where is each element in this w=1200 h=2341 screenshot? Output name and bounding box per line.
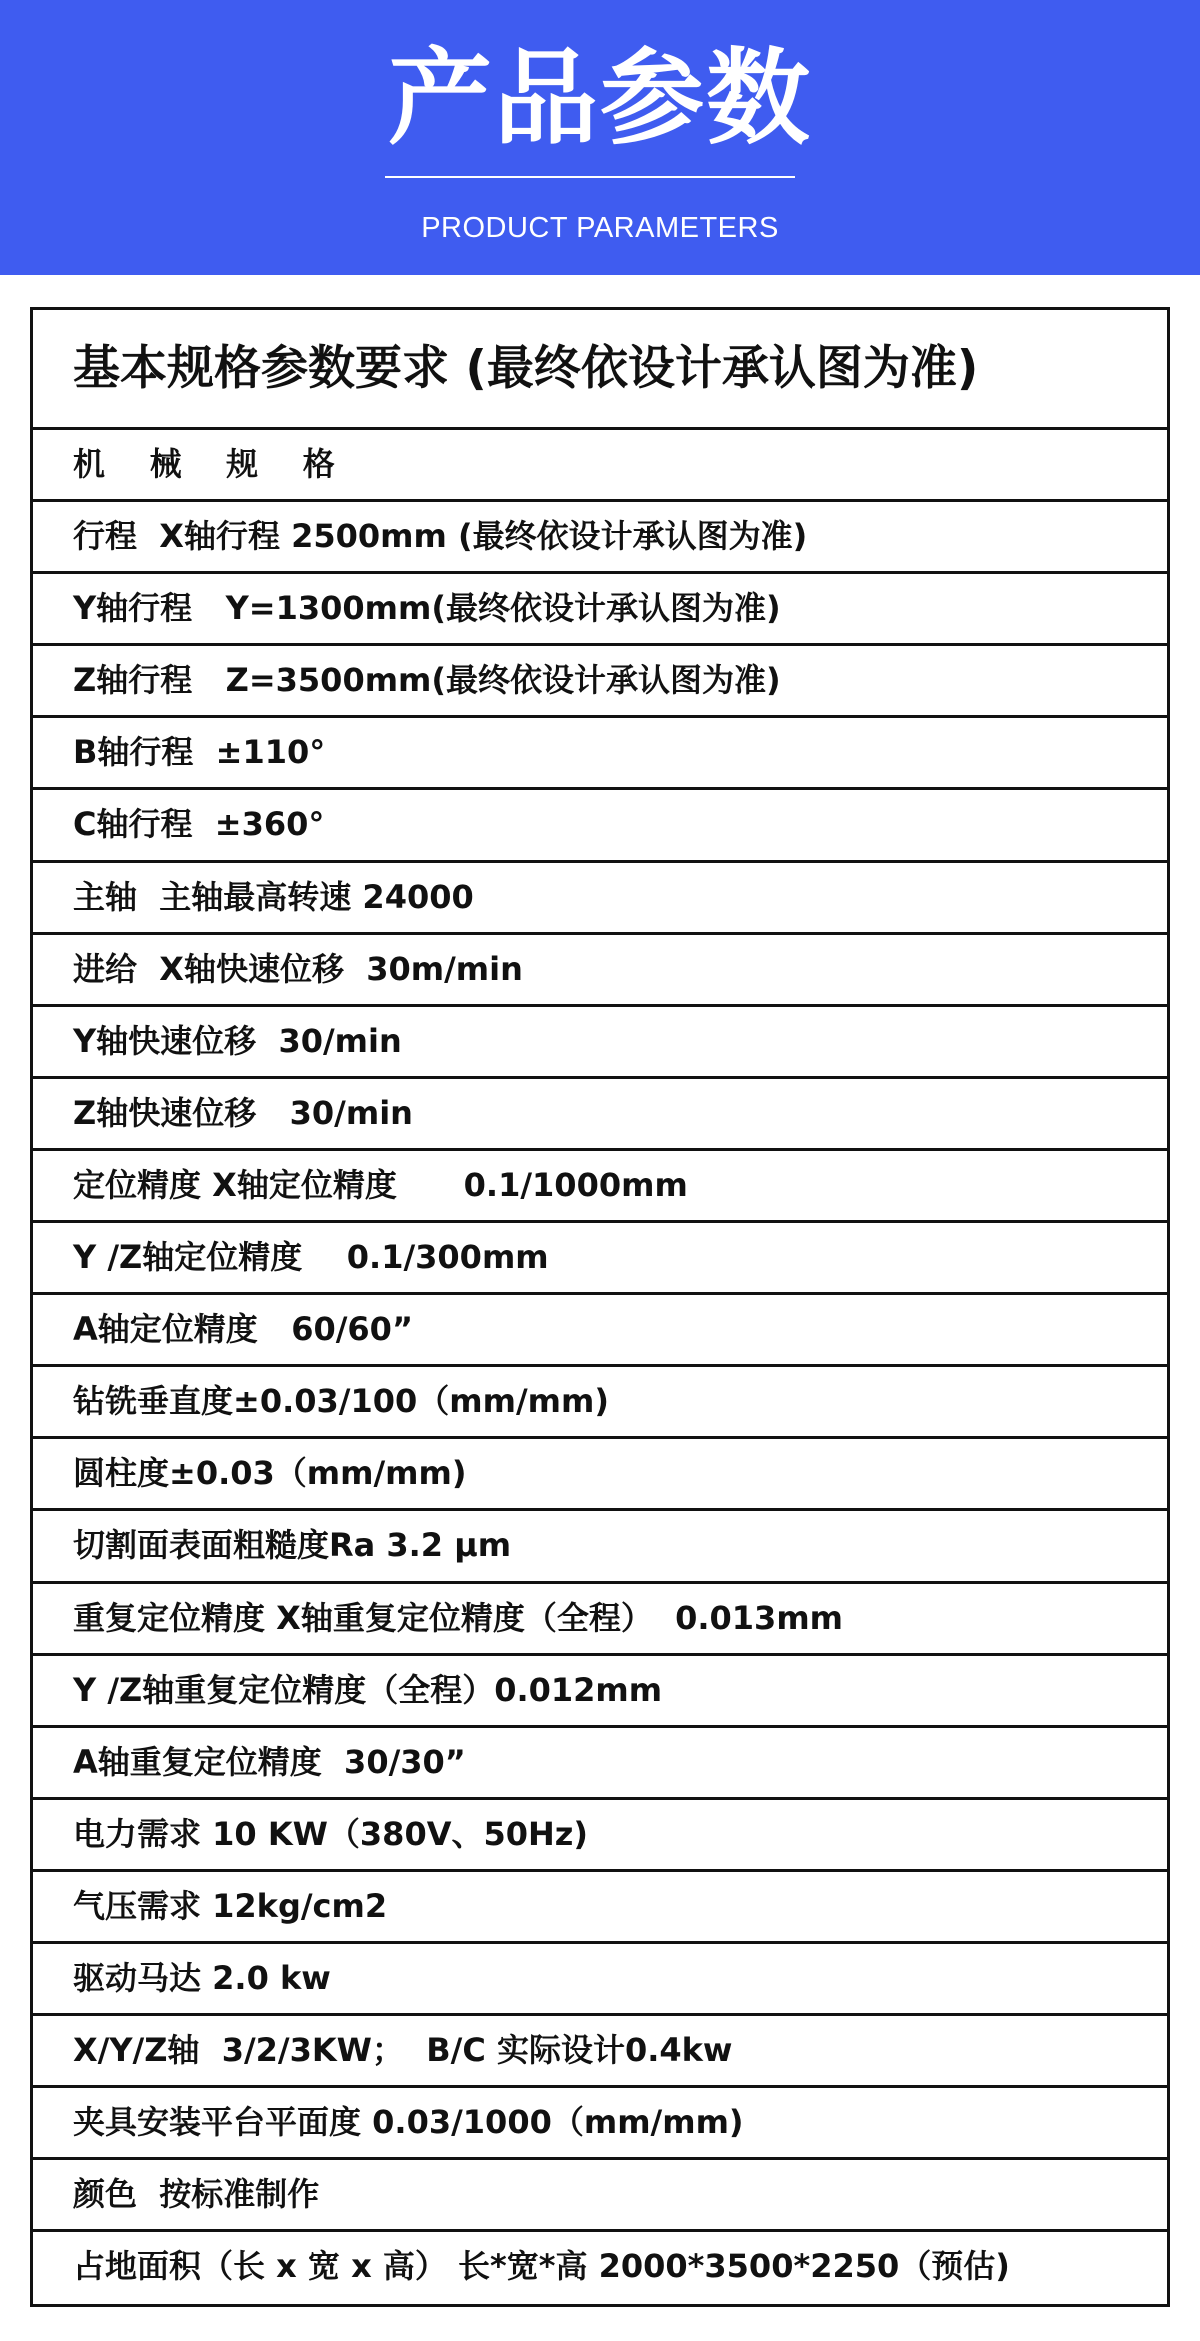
- spec-row-surface-roughness: 切割面表面粗糙度Ra 3.2 μm: [33, 1511, 1167, 1583]
- spec-row-yz-repeatability: Y /Z轴重复定位精度（全程）0.012mm: [33, 1656, 1167, 1728]
- spec-row-air-pressure: 气压需求 12kg/cm2: [33, 1872, 1167, 1944]
- spec-row-fixture-flatness: 夹具安装平台平面度 0.03/1000（mm/mm): [33, 2088, 1167, 2160]
- spec-row-section-mechanical: 机 械 规 格: [33, 430, 1167, 502]
- spec-row-power-requirement: 电力需求 10 KW（380V、50Hz): [33, 1800, 1167, 1872]
- spec-row-drive-motor: 驱动马达 2.0 kw: [33, 1944, 1167, 2016]
- page-header: [0, 0, 1200, 275]
- title-divider: [385, 176, 795, 178]
- spec-row-y-rapid-feed: Y轴快速位移 30/min: [33, 1007, 1167, 1079]
- spec-row-drilling-perpendicularity: 钻铣垂直度±0.03/100（mm/mm): [33, 1367, 1167, 1439]
- spec-row-cylindricity: 圆柱度±0.03（mm/mm): [33, 1439, 1167, 1511]
- spec-row-x-travel: 行程 X轴行程 2500mm (最终依设计承认图为准): [33, 502, 1167, 574]
- spec-row-a-positioning-accuracy: A轴定位精度 60/60”: [33, 1295, 1167, 1367]
- spec-row-b-travel: B轴行程 ±110°: [33, 718, 1167, 790]
- spec-row-x-rapid-feed: 进给 X轴快速位移 30m/min: [33, 935, 1167, 1007]
- spec-row-x-positioning-accuracy: 定位精度 X轴定位精度 0.1/1000mm: [33, 1151, 1167, 1223]
- spec-row-spindle-speed: 主轴 主轴最高转速 24000: [33, 863, 1167, 935]
- spec-row-y-travel: Y轴行程 Y=1300mm(最终依设计承认图为准): [33, 574, 1167, 646]
- page-title: 产品参数: [387, 37, 812, 159]
- spec-row-a-repeatability: A轴重复定位精度 30/30”: [33, 1728, 1167, 1800]
- spec-row-c-travel: C轴行程 ±360°: [33, 790, 1167, 862]
- spec-row-x-repeatability: 重复定位精度 X轴重复定位精度（全程） 0.013mm: [33, 1584, 1167, 1656]
- spec-row-footprint: 占地面积（长 x 宽 x 高） 长*宽*高 2000*3500*2250（预估): [73, 2247, 1010, 2286]
- spec-table: [30, 307, 1170, 2307]
- spec-row-yz-positioning-accuracy: Y /Z轴定位精度 0.1/300mm: [33, 1223, 1167, 1295]
- spec-row-color: 颜色 按标准制作: [33, 2160, 1167, 2232]
- table-heading: 基本规格参数要求 (最终依设计承认图为准): [33, 310, 1167, 430]
- spec-row-z-rapid-feed: Z轴快速位移 30/min: [33, 1079, 1167, 1151]
- page-subtitle: PRODUCT PARAMETERS: [421, 212, 779, 244]
- spec-row-axis-motor-power: X/Y/Z轴 3/2/3KW； B/C 实际设计0.4kw: [33, 2016, 1167, 2088]
- spec-row-z-travel: Z轴行程 Z=3500mm(最终依设计承认图为准): [33, 646, 1167, 718]
